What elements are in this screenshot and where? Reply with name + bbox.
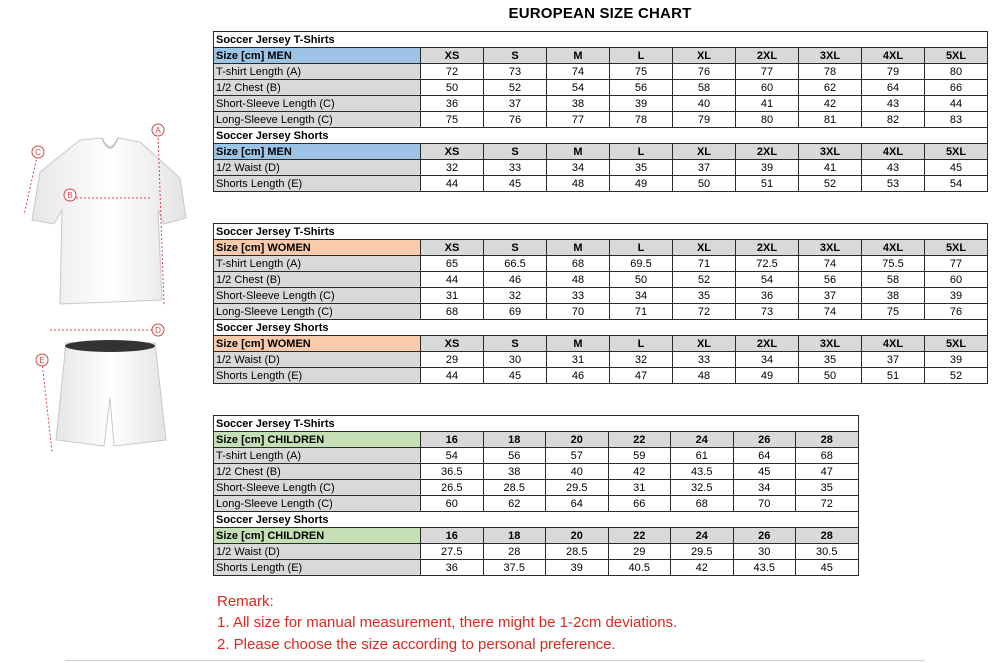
table-row [214,64,988,80]
measurement-value: 34 [736,352,799,368]
measurement-value: 56 [799,272,862,288]
size-header-label: Size [cm] MEN [214,144,421,160]
measurement-value: 82 [862,112,925,128]
measurement-value: 31 [547,352,610,368]
size-header-cell: S [484,48,547,64]
size-header-cell: 4XL [862,48,925,64]
measurement-value: 56 [610,80,673,96]
measurement-value: 69 [484,304,547,320]
size-header-cell: 26 [733,432,796,448]
section-title: Soccer Jersey Shorts [214,128,988,144]
table-row [214,544,859,560]
measurement-value: 52 [673,272,736,288]
size-header-cell: XL [673,48,736,64]
measurement-value: 60 [421,496,484,512]
measurement-value: 35 [796,480,859,496]
measurement-value: 70 [547,304,610,320]
measurement-value: 73 [484,64,547,80]
section-title-row [214,32,988,48]
size-header-cell: 4XL [862,144,925,160]
measurement-value: 68 [671,496,734,512]
measurement-label: 1/2 Waist (D) [214,352,421,368]
measurement-value: 65 [421,256,484,272]
size-header-label: Size [cm] MEN [214,48,421,64]
measurement-value: 37 [799,288,862,304]
measurement-value: 35 [673,288,736,304]
table-row [214,96,988,112]
measurement-value: 37 [862,352,925,368]
measurement-value: 48 [547,272,610,288]
measurement-label: Shorts Length (E) [214,368,421,384]
size-header-row [214,432,859,448]
measurement-value: 76 [484,112,547,128]
measurement-value: 60 [925,272,988,288]
measurement-value: 74 [547,64,610,80]
measurement-value: 31 [421,288,484,304]
measurement-value: 29.5 [671,544,734,560]
size-header-cell: 20 [546,432,609,448]
size-header-cell: 3XL [799,144,862,160]
measurement-value: 46 [547,368,610,384]
measurement-value: 34 [547,160,610,176]
measurement-value: 33 [547,288,610,304]
measurement-value: 32.5 [671,480,734,496]
remark-line-1: 1. All size for manual measurement, there might be 1-2cm deviations. [217,614,678,631]
measurement-value: 54 [421,448,484,464]
size-header-cell: L [610,48,673,64]
table-row [214,560,859,576]
remark-line-2: 2. Please choose the size according to personal preference. [217,636,616,653]
measurement-value: 47 [610,368,673,384]
measurement-value: 40 [673,96,736,112]
svg-text:A: A [155,126,161,135]
size-header-cell: 22 [608,432,671,448]
section-title-row [214,224,988,240]
size-header-cell: 2XL [736,48,799,64]
table-row [214,480,859,496]
table-row [214,256,988,272]
measurement-value: 32 [610,352,673,368]
table-row [214,288,988,304]
measurement-label: 1/2 Chest (B) [214,80,421,96]
size-header-row [214,48,988,64]
divider [65,660,925,661]
measurement-value: 75 [610,64,673,80]
measurement-value: 36 [421,560,484,576]
measurement-label: Shorts Length (E) [214,560,421,576]
measurement-label: Short-Sleeve Length (C) [214,288,421,304]
section-title-row [214,320,988,336]
measurement-value: 66.5 [484,256,547,272]
measurement-value: 39 [546,560,609,576]
size-header-cell: 2XL [736,336,799,352]
measurement-value: 60 [736,80,799,96]
measurement-value: 32 [484,288,547,304]
men-size-table [213,31,988,192]
measurement-value: 61 [671,448,734,464]
measurement-value: 33 [484,160,547,176]
measurement-value: 39 [925,352,988,368]
measurement-value: 38 [483,464,546,480]
page-title: EUROPEAN SIZE CHART [508,5,692,22]
section-title: Soccer Jersey Shorts [214,512,859,528]
measurement-value: 64 [733,448,796,464]
measurement-value: 72.5 [736,256,799,272]
children-size-table [213,415,859,576]
table-row [214,496,859,512]
measurement-label: Long-Sleeve Length (C) [214,496,421,512]
measurement-value: 46 [484,272,547,288]
table-row [214,112,988,128]
size-header-cell: L [610,144,673,160]
size-header-cell: 22 [608,528,671,544]
measurement-label: Short-Sleeve Length (C) [214,96,421,112]
measurement-value: 44 [925,96,988,112]
size-header-cell: M [547,144,610,160]
size-header-cell: 2XL [736,144,799,160]
size-header-cell: XS [421,48,484,64]
measurement-value: 39 [925,288,988,304]
measurement-value: 32 [421,160,484,176]
size-header-cell: 26 [733,528,796,544]
size-header-cell: L [610,336,673,352]
measurement-value: 58 [673,80,736,96]
size-header-cell: 24 [671,528,734,544]
measurement-value: 49 [736,368,799,384]
measurement-value: 71 [673,256,736,272]
measurement-value: 37 [484,96,547,112]
marker-d-icon [152,324,164,336]
measurement-value: 51 [862,368,925,384]
measurement-value: 29.5 [546,480,609,496]
size-header-cell: 20 [546,528,609,544]
measurement-value: 71 [610,304,673,320]
measurement-value: 53 [862,176,925,192]
measurement-label: 1/2 Waist (D) [214,160,421,176]
size-header-cell: M [547,48,610,64]
svg-text:B: B [67,191,73,200]
size-header-row [214,144,988,160]
section-title: Soccer Jersey T-Shirts [214,416,859,432]
measurement-value: 37 [673,160,736,176]
measurement-value: 50 [421,80,484,96]
measurement-value: 50 [610,272,673,288]
measurement-value: 76 [673,64,736,80]
size-header-cell: 16 [421,432,484,448]
measurement-value: 74 [799,256,862,272]
section-title-row [214,512,859,528]
measurement-value: 54 [736,272,799,288]
size-header-cell: XS [421,144,484,160]
measurement-value: 42 [608,464,671,480]
measurement-value: 41 [736,96,799,112]
size-header-cell: XS [421,336,484,352]
section-title: Soccer Jersey T-Shirts [214,32,988,48]
svg-text:E: E [39,356,45,365]
measurement-value: 51 [736,176,799,192]
size-header-cell: XS [421,240,484,256]
size-header-cell: S [484,240,547,256]
size-header-cell: M [547,240,610,256]
section-title-row [214,128,988,144]
measurement-value: 35 [610,160,673,176]
measurement-label: T-shirt Length (A) [214,64,421,80]
measurement-value: 78 [610,112,673,128]
measurement-value: 44 [421,176,484,192]
measurement-value: 45 [796,560,859,576]
measurement-value: 59 [608,448,671,464]
measurement-value: 28 [483,544,546,560]
size-header-row [214,336,988,352]
measurement-value: 68 [796,448,859,464]
measurement-value: 43.5 [733,560,796,576]
table-row [214,352,988,368]
measurement-value: 36 [421,96,484,112]
measurement-value: 29 [421,352,484,368]
measurement-label: Long-Sleeve Length (C) [214,112,421,128]
measurement-value: 75.5 [862,256,925,272]
measurement-value: 33 [673,352,736,368]
measurement-value: 37.5 [483,560,546,576]
measurement-value: 81 [799,112,862,128]
size-header-cell: 2XL [736,240,799,256]
measurement-value: 34 [733,480,796,496]
measurement-value: 28.5 [546,544,609,560]
measurement-value: 29 [608,544,671,560]
measurement-value: 78 [799,64,862,80]
measurement-value: 42 [799,96,862,112]
size-header-cell: M [547,336,610,352]
size-header-cell: S [484,336,547,352]
measurement-label: Shorts Length (E) [214,176,421,192]
size-header-cell: 4XL [862,336,925,352]
measurement-value: 27.5 [421,544,484,560]
measurement-value: 70 [733,496,796,512]
measurement-value: 36 [736,288,799,304]
measurement-value: 52 [484,80,547,96]
shorts-icon [56,340,166,446]
measurement-value: 79 [673,112,736,128]
size-header-cell: S [484,144,547,160]
table-row [214,448,859,464]
size-header-label: Size [cm] CHILDREN [214,528,421,544]
size-header-row [214,240,988,256]
measurement-value: 52 [799,176,862,192]
measurement-value: 38 [862,288,925,304]
measurement-value: 66 [925,80,988,96]
size-header-cell: 4XL [862,240,925,256]
measurement-value: 43 [862,96,925,112]
remark-heading: Remark: [217,593,274,610]
marker-a-icon [152,124,164,136]
measurement-value: 43 [862,160,925,176]
measurement-label: 1/2 Chest (B) [214,272,421,288]
measurement-value: 68 [547,256,610,272]
svg-text:D: D [155,326,161,335]
measurement-label: 1/2 Waist (D) [214,544,421,560]
measurement-value: 68 [421,304,484,320]
measurement-label: 1/2 Chest (B) [214,464,421,480]
measurement-value: 54 [547,80,610,96]
measurement-value: 36.5 [421,464,484,480]
size-header-cell: 5XL [925,240,988,256]
measurement-value: 58 [862,272,925,288]
measurement-value: 43.5 [671,464,734,480]
measurement-value: 74 [799,304,862,320]
measurement-value: 54 [925,176,988,192]
size-header-cell: XL [673,240,736,256]
measurement-value: 80 [925,64,988,80]
measurement-value: 30 [733,544,796,560]
measurement-value: 34 [610,288,673,304]
size-header-cell: L [610,240,673,256]
size-header-cell: 3XL [799,48,862,64]
measurement-value: 72 [673,304,736,320]
garment-illustration [0,0,200,663]
measurement-value: 72 [421,64,484,80]
measurement-value: 49 [610,176,673,192]
measurement-value: 77 [547,112,610,128]
measurement-value: 50 [799,368,862,384]
section-title-row [214,416,859,432]
size-header-cell: 5XL [925,336,988,352]
size-header-cell: 5XL [925,144,988,160]
measurement-value: 83 [925,112,988,128]
measurement-value: 66 [608,496,671,512]
size-header-cell: 18 [483,432,546,448]
women-size-table [213,223,988,384]
measurement-value: 62 [483,496,546,512]
measurement-value: 39 [736,160,799,176]
size-header-label: Size [cm] WOMEN [214,240,421,256]
size-header-cell: 3XL [799,240,862,256]
measurement-value: 42 [671,560,734,576]
svg-text:C: C [35,148,41,157]
measurement-value: 26.5 [421,480,484,496]
measurement-value: 40 [546,464,609,480]
measurement-value: 64 [546,496,609,512]
table-row [214,304,988,320]
measurement-value: 41 [799,160,862,176]
table-row [214,464,859,480]
measurement-value: 48 [673,368,736,384]
measurement-value: 31 [608,480,671,496]
section-title: Soccer Jersey T-Shirts [214,224,988,240]
measurement-value: 39 [610,96,673,112]
size-header-cell: 5XL [925,48,988,64]
measurement-label: T-shirt Length (A) [214,256,421,272]
measurement-value: 72 [796,496,859,512]
marker-b-icon [64,189,76,201]
measurement-value: 50 [673,176,736,192]
measurement-value: 73 [736,304,799,320]
measurement-value: 45 [484,176,547,192]
size-header-cell: 18 [483,528,546,544]
table-row [214,80,988,96]
measurement-value: 75 [421,112,484,128]
measurement-value: 30.5 [796,544,859,560]
size-header-cell: 3XL [799,336,862,352]
size-header-cell: 28 [796,432,859,448]
measurement-value: 77 [925,256,988,272]
measurement-label: Short-Sleeve Length (C) [214,480,421,496]
measurement-value: 52 [925,368,988,384]
marker-c-icon [32,146,44,158]
measurement-value: 76 [925,304,988,320]
size-header-row [214,528,859,544]
size-header-label: Size [cm] CHILDREN [214,432,421,448]
measurement-label: T-shirt Length (A) [214,448,421,464]
measurement-value: 79 [862,64,925,80]
measurement-value: 47 [796,464,859,480]
measurement-value: 30 [484,352,547,368]
measurement-value: 80 [736,112,799,128]
size-header-cell: 24 [671,432,734,448]
size-header-cell: 16 [421,528,484,544]
measurement-value: 77 [736,64,799,80]
measurement-value: 44 [421,272,484,288]
measurement-value: 45 [484,368,547,384]
marker-e-icon [36,354,48,366]
measurement-value: 45 [733,464,796,480]
size-header-label: Size [cm] WOMEN [214,336,421,352]
measurement-value: 28.5 [483,480,546,496]
measurement-value: 44 [421,368,484,384]
measurement-label: Long-Sleeve Length (C) [214,304,421,320]
measurement-value: 45 [925,160,988,176]
measurement-value: 64 [862,80,925,96]
measurement-value: 57 [546,448,609,464]
size-header-cell: 28 [796,528,859,544]
measurement-value: 35 [799,352,862,368]
measurement-value: 38 [547,96,610,112]
table-row [214,160,988,176]
measurement-value: 48 [547,176,610,192]
size-header-cell: XL [673,144,736,160]
table-row [214,272,988,288]
measurement-value: 75 [862,304,925,320]
measurement-value: 69.5 [610,256,673,272]
measurement-value: 40.5 [608,560,671,576]
measurement-value: 56 [483,448,546,464]
measurement-value: 62 [799,80,862,96]
table-row [214,176,988,192]
section-title: Soccer Jersey Shorts [214,320,988,336]
size-header-cell: XL [673,336,736,352]
table-row [214,368,988,384]
